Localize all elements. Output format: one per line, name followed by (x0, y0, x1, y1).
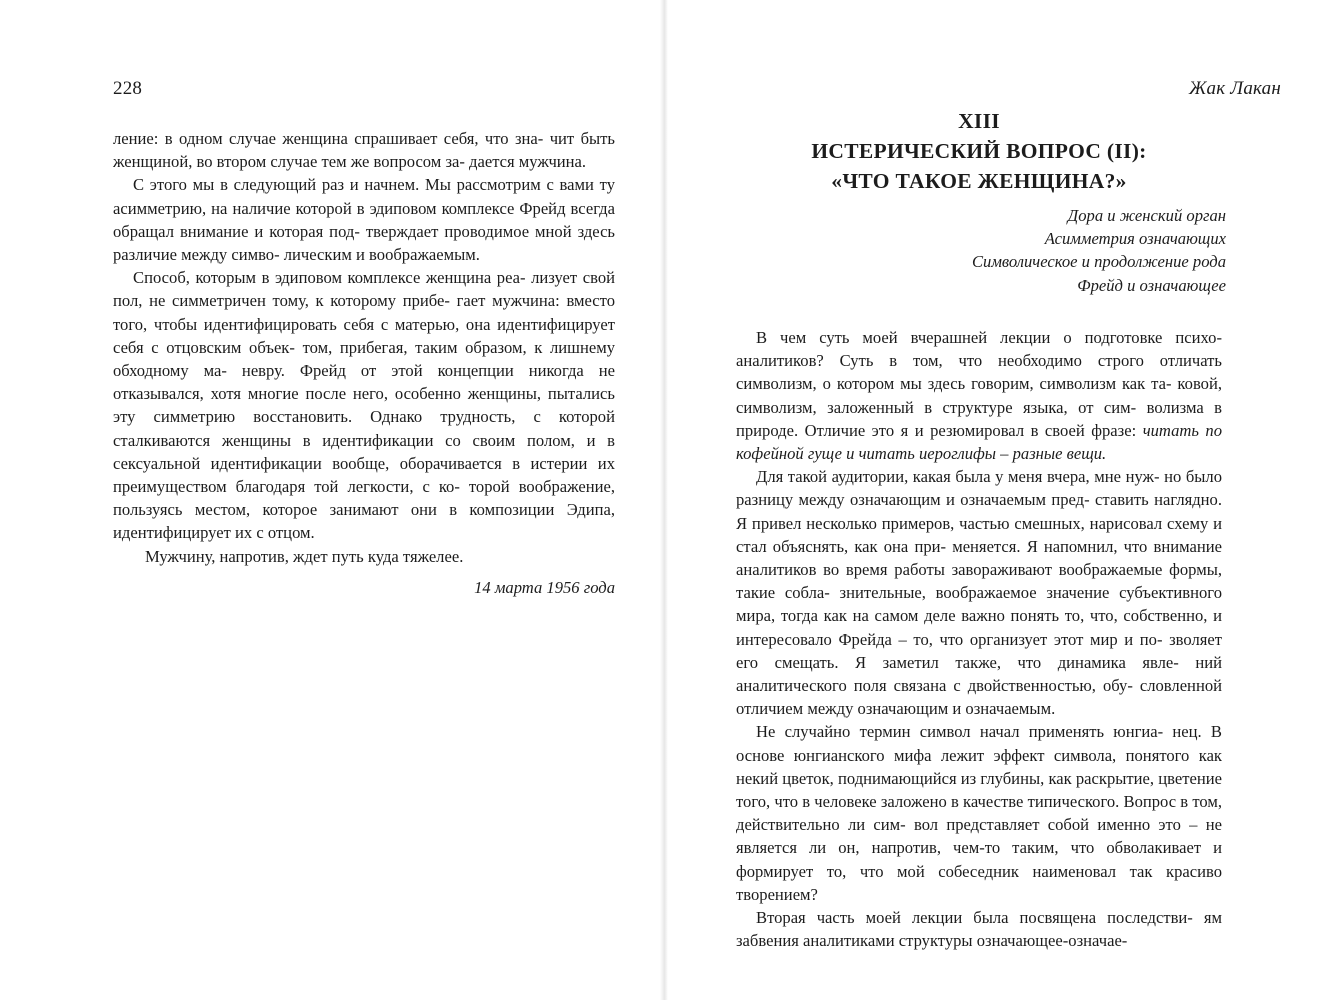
paragraph: С этого мы в следующий раз и начнем. Мы рассмотрим с вами ту асимметрию, на наличие которой в эдиповом комплексе Фрейд всегда обращал внимание и которая под- тверждает проводимое мной здесь различие между симво- лическим и воображаемым. (113, 175, 615, 265)
paragraph: Не случайно термин символ начал применять юнгиа- нец. В основе юнгианского мифа лежит эффект символа, понятого как некий цветок, поднимающийся из глубины, как раскрытие, цветение того, что в человеке заложено в качестве типического. Вопрос в том, действительно ли сим- вол представляет собой именно это – не является ли он, напротив, чем-то таким, что обволакивает и формирует то, что мой собеседник наименовал так красиво творением? (736, 722, 1222, 904)
chapter-number: XIII (958, 109, 1000, 133)
book-gutter (660, 0, 668, 1000)
right-page (668, 0, 1327, 1000)
paragraph: ление: в одном случае женщина спрашивает себя, что зна- чит быть женщиной, во втором случае тем же вопросом за- дается мужчина. (113, 129, 615, 172)
paragraph-text: В чем суть моей вчерашней лекции о подготовке психо- аналитиков? Суть в том, что необходимо строго отличать символизм, о котором мы здесь говорим, символизм как та- ковой, символизм, заложенный в структуре языка, от сим- волизма в природе. Отличие это я и резюмировал в своей фразе: (736, 328, 1222, 440)
chapter-synopsis (866, 204, 1226, 297)
left-page-body (113, 127, 615, 599)
running-title: Жак Лакан (1188, 78, 1281, 99)
synopsis-item: Фрейд и означающее (1077, 275, 1226, 295)
right-page-body (736, 326, 1222, 952)
paragraph (736, 326, 1222, 465)
paragraph: Мужчину, напротив, ждет путь куда тяжелее. (145, 546, 464, 566)
page-number: 228 (113, 78, 143, 99)
chapter-title-line: «ЧТО ТАКОЕ ЖЕНЩИНА?» (831, 169, 1127, 193)
chapter-title-line: ИСТЕРИЧЕСКИЙ ВОПРОС (II): (811, 139, 1147, 163)
left-page (0, 0, 660, 1000)
synopsis-item: Асимметрия означающих (1044, 229, 1226, 249)
synopsis-item: Дора и женский орган (1067, 206, 1226, 225)
paragraph: Способ, которым в эдиповом комплексе женщина реа- лизует свой пол, не симметричен тому, к которому прибе- гает мужчина: вместо того, чтобы идентифицировать себя с матерью, она идентифицирует себя с отцовским объек- том, прибегая, таким образом, к лишнему обходному ма- невру. Фрейд от этой концепции никогда не отказывался, хотя многие после него, особенно женщины, пытались эту симметрию восстановить. Однако трудность, с которой сталкиваются женщины в идентификации со своим полом, и в сексуальной идентификации вообще, оборачивается в истерии их преимуществом благодаря той легкости, с ко- торой воображение, пользуясь местом, которое занимают они в композиции Эдипа, идентифицирует их с отцом. (113, 268, 615, 543)
synopsis-item: Символическое и продолжение рода (971, 252, 1226, 272)
lecture-date: 14 марта 1956 года (474, 577, 615, 597)
paragraph: Вторая часть моей лекции была посвящена последстви- ям забвения аналитиками структуры означающее-означае- (736, 908, 1222, 951)
emphasized-phrase: читать по кофейной гуще и читать иероглифы – разные вещи. (736, 420, 1223, 464)
chapter-heading (736, 106, 1222, 196)
paragraph: Для такой аудитории, какая была у меня вчера, мне нуж- но было разницу между означающим и означаемым пред- ставить наглядно. Я привел несколько примеров, частью смешных, нарисовал схему и стал объяснять, как она при- меняется. Я напомнил, что внимание аналитиков во время работы завораживают воображаемые формы, такие собла- знительные, воображаемое значение субъективного мира, тогда как на самом деле важно понять то, что, собственно, и интересовало Фрейда – то, что организует этот мир и по- зволяет его смещать. Я заметил также, что динамика явле- ний аналитического поля связана с двойственностью, обу- словленной отличием между означающим и означаемым. (736, 467, 1222, 719)
